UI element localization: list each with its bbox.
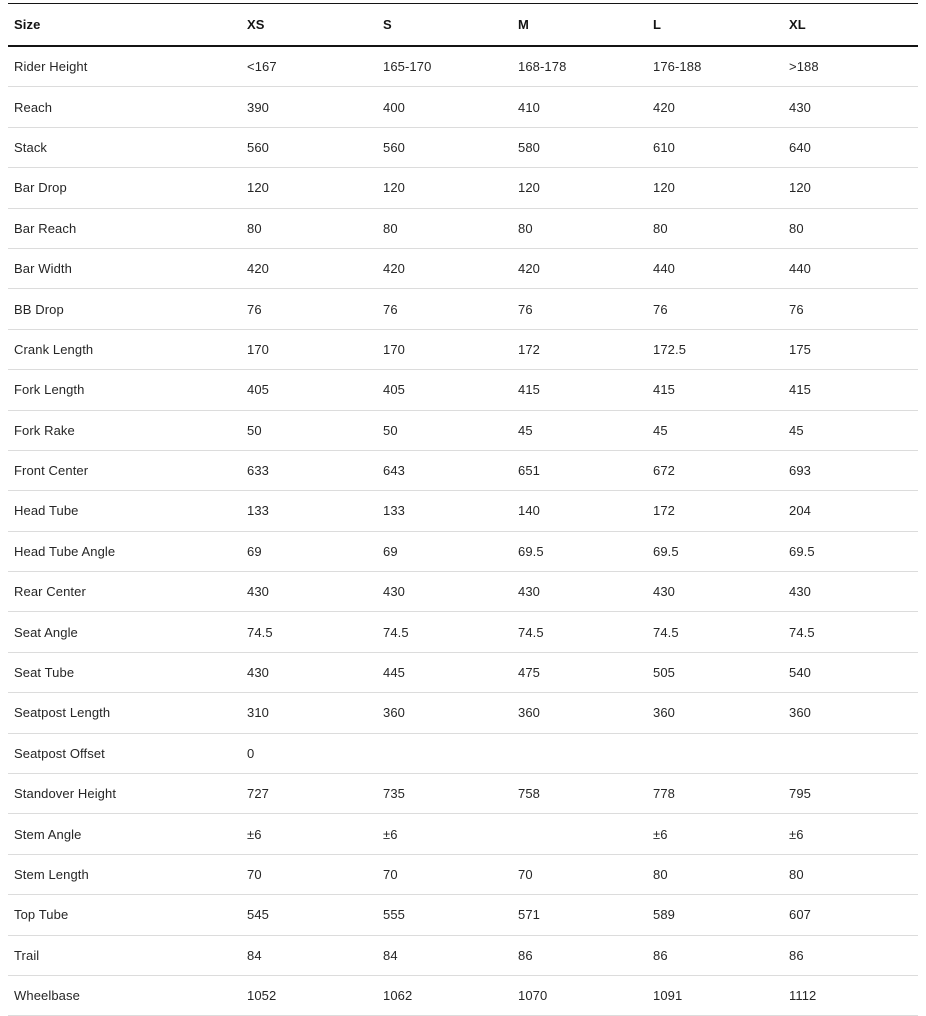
cell-value: 69.5 <box>789 531 918 571</box>
cell-value: 50 <box>383 410 518 450</box>
cell-value: 410 <box>518 87 653 127</box>
row-label: Front Center <box>8 450 247 490</box>
table-row <box>8 410 918 450</box>
cell-value: 580 <box>518 127 653 167</box>
cell-value: 133 <box>383 491 518 531</box>
cell-value: 45 <box>653 410 789 450</box>
row-label: Fork Length <box>8 370 247 410</box>
cell-value: 45 <box>518 410 653 450</box>
table-row <box>8 289 918 329</box>
cell-value: >188 <box>789 46 918 87</box>
cell-value: 610 <box>653 127 789 167</box>
row-label: Bar Width <box>8 248 247 288</box>
table-row <box>8 612 918 652</box>
cell-value: 76 <box>247 289 383 329</box>
table-row <box>8 895 918 935</box>
geometry-table <box>8 3 918 1016</box>
cell-value: 69.5 <box>653 531 789 571</box>
row-label: Top Tube <box>8 895 247 935</box>
cell-value <box>383 733 518 773</box>
table-row <box>8 450 918 490</box>
column-header-size: Size <box>8 4 247 47</box>
cell-value: 76 <box>518 289 653 329</box>
cell-value: ±6 <box>789 814 918 854</box>
cell-value: 86 <box>653 935 789 975</box>
cell-value <box>518 814 653 854</box>
cell-value: 120 <box>789 168 918 208</box>
table-row <box>8 693 918 733</box>
table-row <box>8 854 918 894</box>
cell-value: 560 <box>247 127 383 167</box>
cell-value: 778 <box>653 774 789 814</box>
cell-value: 80 <box>383 208 518 248</box>
cell-value: 1052 <box>247 975 383 1015</box>
cell-value: 415 <box>789 370 918 410</box>
cell-value: 170 <box>247 329 383 369</box>
cell-value: 640 <box>789 127 918 167</box>
row-label: Trail <box>8 935 247 975</box>
cell-value: ±6 <box>653 814 789 854</box>
column-header-l: L <box>653 4 789 47</box>
cell-value: 84 <box>383 935 518 975</box>
table-row <box>8 652 918 692</box>
cell-value: 80 <box>653 208 789 248</box>
cell-value: 430 <box>383 572 518 612</box>
cell-value: 430 <box>789 572 918 612</box>
cell-value: 310 <box>247 693 383 733</box>
cell-value: ±6 <box>247 814 383 854</box>
cell-value: 420 <box>653 87 789 127</box>
row-label: Bar Drop <box>8 168 247 208</box>
geometry-table-container <box>8 3 918 1016</box>
cell-value: ±6 <box>383 814 518 854</box>
cell-value: 693 <box>789 450 918 490</box>
table-row <box>8 531 918 571</box>
cell-value: 86 <box>518 935 653 975</box>
cell-value: 1091 <box>653 975 789 1015</box>
cell-value: 70 <box>383 854 518 894</box>
cell-value: 76 <box>383 289 518 329</box>
cell-value: 1070 <box>518 975 653 1015</box>
cell-value: 80 <box>518 208 653 248</box>
cell-value: 672 <box>653 450 789 490</box>
row-label: Rear Center <box>8 572 247 612</box>
table-row <box>8 733 918 773</box>
cell-value: 405 <box>383 370 518 410</box>
cell-value: 589 <box>653 895 789 935</box>
cell-value: 120 <box>653 168 789 208</box>
cell-value: 80 <box>789 208 918 248</box>
table-row <box>8 572 918 612</box>
table-row <box>8 935 918 975</box>
cell-value: 204 <box>789 491 918 531</box>
table-row <box>8 208 918 248</box>
cell-value: 560 <box>383 127 518 167</box>
cell-value: 168-178 <box>518 46 653 87</box>
table-row <box>8 168 918 208</box>
cell-value: 45 <box>789 410 918 450</box>
cell-value: 69.5 <box>518 531 653 571</box>
cell-value: 405 <box>247 370 383 410</box>
cell-value: 360 <box>789 693 918 733</box>
cell-value: 69 <box>383 531 518 571</box>
cell-value: 74.5 <box>518 612 653 652</box>
cell-value: 80 <box>653 854 789 894</box>
cell-value: 430 <box>789 87 918 127</box>
cell-value <box>653 733 789 773</box>
cell-value: 74.5 <box>383 612 518 652</box>
row-label: Fork Rake <box>8 410 247 450</box>
cell-value: 400 <box>383 87 518 127</box>
cell-value: 170 <box>383 329 518 369</box>
cell-value: 120 <box>383 168 518 208</box>
cell-value: 505 <box>653 652 789 692</box>
cell-value: 1062 <box>383 975 518 1015</box>
cell-value: 0 <box>247 733 383 773</box>
row-label: Standover Height <box>8 774 247 814</box>
column-header-s: S <box>383 4 518 47</box>
cell-value: 430 <box>247 652 383 692</box>
row-label: Stack <box>8 127 247 167</box>
cell-value: 651 <box>518 450 653 490</box>
row-label: Bar Reach <box>8 208 247 248</box>
row-label: Reach <box>8 87 247 127</box>
cell-value: 390 <box>247 87 383 127</box>
row-label: Wheelbase <box>8 975 247 1015</box>
table-row <box>8 248 918 288</box>
cell-value <box>789 733 918 773</box>
cell-value: 430 <box>653 572 789 612</box>
cell-value: 69 <box>247 531 383 571</box>
table-row <box>8 46 918 87</box>
table-body <box>8 46 918 1016</box>
row-label: Head Tube Angle <box>8 531 247 571</box>
row-label: Rider Height <box>8 46 247 87</box>
cell-value: 70 <box>518 854 653 894</box>
cell-value: 80 <box>789 854 918 894</box>
table-row <box>8 491 918 531</box>
column-header-m: M <box>518 4 653 47</box>
cell-value: 176-188 <box>653 46 789 87</box>
row-label: Head Tube <box>8 491 247 531</box>
cell-value: 633 <box>247 450 383 490</box>
cell-value: 120 <box>247 168 383 208</box>
cell-value: 172.5 <box>653 329 789 369</box>
cell-value: 360 <box>518 693 653 733</box>
cell-value: 165-170 <box>383 46 518 87</box>
column-header-xl: XL <box>789 4 918 47</box>
cell-value: 70 <box>247 854 383 894</box>
cell-value: 74.5 <box>789 612 918 652</box>
cell-value: 727 <box>247 774 383 814</box>
cell-value: 440 <box>653 248 789 288</box>
cell-value: 445 <box>383 652 518 692</box>
cell-value: 360 <box>653 693 789 733</box>
table-header <box>8 4 918 47</box>
cell-value: 175 <box>789 329 918 369</box>
cell-value: 430 <box>247 572 383 612</box>
cell-value: 74.5 <box>247 612 383 652</box>
header-row <box>8 4 918 47</box>
cell-value: 172 <box>653 491 789 531</box>
table-row <box>8 329 918 369</box>
cell-value: 140 <box>518 491 653 531</box>
cell-value: 420 <box>383 248 518 288</box>
cell-value: 360 <box>383 693 518 733</box>
cell-value: 540 <box>789 652 918 692</box>
row-label: Stem Length <box>8 854 247 894</box>
cell-value: 415 <box>518 370 653 410</box>
cell-value: <167 <box>247 46 383 87</box>
row-label: Crank Length <box>8 329 247 369</box>
cell-value: 735 <box>383 774 518 814</box>
cell-value: 133 <box>247 491 383 531</box>
cell-value: 76 <box>789 289 918 329</box>
cell-value: 430 <box>518 572 653 612</box>
cell-value: 74.5 <box>653 612 789 652</box>
row-label: Seat Tube <box>8 652 247 692</box>
cell-value: 555 <box>383 895 518 935</box>
cell-value: 440 <box>789 248 918 288</box>
row-label: BB Drop <box>8 289 247 329</box>
cell-value: 80 <box>247 208 383 248</box>
cell-value: 795 <box>789 774 918 814</box>
cell-value: 1112 <box>789 975 918 1015</box>
cell-value: 420 <box>518 248 653 288</box>
cell-value: 643 <box>383 450 518 490</box>
cell-value: 86 <box>789 935 918 975</box>
cell-value: 50 <box>247 410 383 450</box>
row-label: Seat Angle <box>8 612 247 652</box>
table-row <box>8 127 918 167</box>
column-header-xs: XS <box>247 4 383 47</box>
cell-value: 415 <box>653 370 789 410</box>
table-row <box>8 774 918 814</box>
cell-value: 475 <box>518 652 653 692</box>
cell-value: 172 <box>518 329 653 369</box>
cell-value: 545 <box>247 895 383 935</box>
cell-value: 758 <box>518 774 653 814</box>
table-row <box>8 370 918 410</box>
cell-value: 120 <box>518 168 653 208</box>
table-row <box>8 814 918 854</box>
row-label: Stem Angle <box>8 814 247 854</box>
cell-value <box>518 733 653 773</box>
table-row <box>8 87 918 127</box>
table-row <box>8 975 918 1015</box>
cell-value: 76 <box>653 289 789 329</box>
cell-value: 607 <box>789 895 918 935</box>
cell-value: 84 <box>247 935 383 975</box>
row-label: Seatpost Offset <box>8 733 247 773</box>
cell-value: 571 <box>518 895 653 935</box>
cell-value: 420 <box>247 248 383 288</box>
row-label: Seatpost Length <box>8 693 247 733</box>
